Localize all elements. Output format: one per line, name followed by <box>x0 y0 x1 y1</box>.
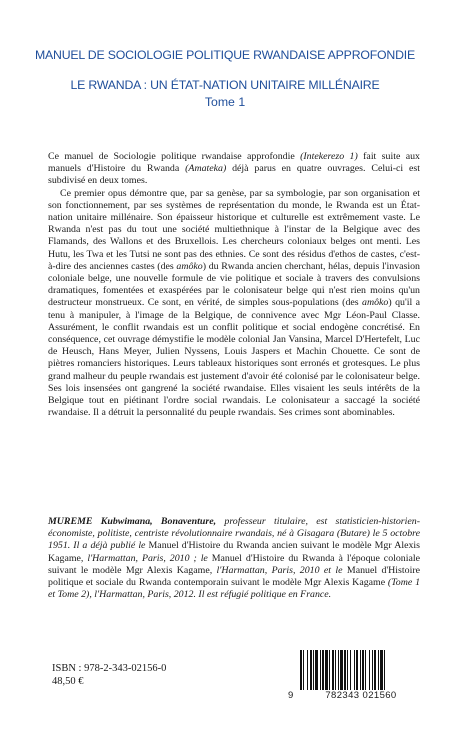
back-cover-description <box>48 151 420 419</box>
book-title: LE RWANDA : UN ÉTAT-NATION UNITAIRE MILLÉNAIRE <box>70 78 380 92</box>
price: 48,50 € <box>52 676 84 687</box>
intro-paragraph: Ce manuel de Sociologie politique rwandaise approfondie (Intekerezo 1) fait suite aux manuels d'Histoire du Rwanda (Amateka) déjà parus en quatre ouvrages. Celui-ci est subdivisé en deux tomes. <box>48 151 420 187</box>
book-series-title: MANUEL DE SOCIOLOGIE POLITIQUE RWANDAISE APPROFONDIE <box>35 48 415 62</box>
title-band <box>0 0 450 135</box>
author-bio: MUREME Kubwimana, Bonaventure, professeur titulaire, est statisticien-historien-économiste, politiste, centriste révolutionnaire rwandais, né à Gisagara (Butare) le 5 octobre 1951. Il a déjà publié le Manuel d'Histoire du Rwanda ancien suivant le modèle Mgr Alexis Kagame, l'Harmattan, Paris, 2010 ; le Manuel d'Histoire du Rwanda à l'époque coloniale suivant le modèle Mgr Alexis Kagame, l'Harmattan, Paris, 2010 et le Manuel d'Histoire politique et sociale du Rwanda contemporain suivant le modèle Mgr Alexis Kagame (Tome 1 et Tome 2), l'Harmattan, Paris, 2012. Il est réfugié politique en France. <box>48 516 420 601</box>
main-paragraph: Ce premier opus démontre que, par sa genèse, par sa symbologie, par son organisation et son fonctionnement, par ses systèmes de représentation du monde, le Rwanda est un État-nation unitaire millénaire. Son épaisseur historique et culturelle est extrêmement vaste. Le Rwanda n'est pas du tout une société multiethnique à l'instar de la Belgique avec des Flamands, des Wallons et des Bruxellois. Les chercheurs coloniaux belges ont menti. Les Hutu, les Twa et les Tutsi ne sont pas des ethnies. Ce sont des résidus d'ethos de castes, c'est-à-dire des anciennes castes (des amôko) du Rwanda ancien cherchant, hélas, depuis l'invasion coloniale belge, une nouvelle formule de vie politique et sociale à travers des convulsions dramatiques, fomentées et exaspérées par le colonisateur belge qui n'est rien moins qu'un destructeur monstrueux. Ce sont, en vérité, de simples sous-populations (des amôko) qu'il a tenu à manipuler, à l'image de la Belgique, de connivence avec Mgr Léon-Paul Classe. Assurément, le conflit rwandais est un conflit politique et social endogène concrétisé. En conséquence, cet ouvrage démystifie le modèle colonial Jan Vansina, Marcel D'Hertefelt, Luc de Heusch, Hans Meyer, Julien Nyssens, Louis Jaspers et Machin Chouette. Ce sont de piètres romanciers historiques. Leurs tableaux historiques sont erronés et grotesques. Le plus grand malheur du peuple rwandais est justement d'avoir été colonisé par le colonisateur belge. Ses lois insensées ont gangrené la société rwandaise. Elles visaient les seuls intérêts de la Belgique tout en piétinant l'ordre social rwandais. Le colonisateur a saccagé la société rwandaise. Il a détruit la personnalité du peuple rwandais. Ses crimes sont abominables. <box>48 187 420 419</box>
isbn-number: ISBN : 978-2-343-02156-0 <box>52 663 167 674</box>
isbn-block <box>52 662 166 688</box>
author-name: MUREME Kubwimana, Bonaventure, <box>48 516 217 527</box>
barcode-lead-digit: 9 <box>288 690 294 701</box>
barcode-digits: 782343 021560 <box>296 690 426 701</box>
volume-label: Tome 1 <box>204 95 246 109</box>
